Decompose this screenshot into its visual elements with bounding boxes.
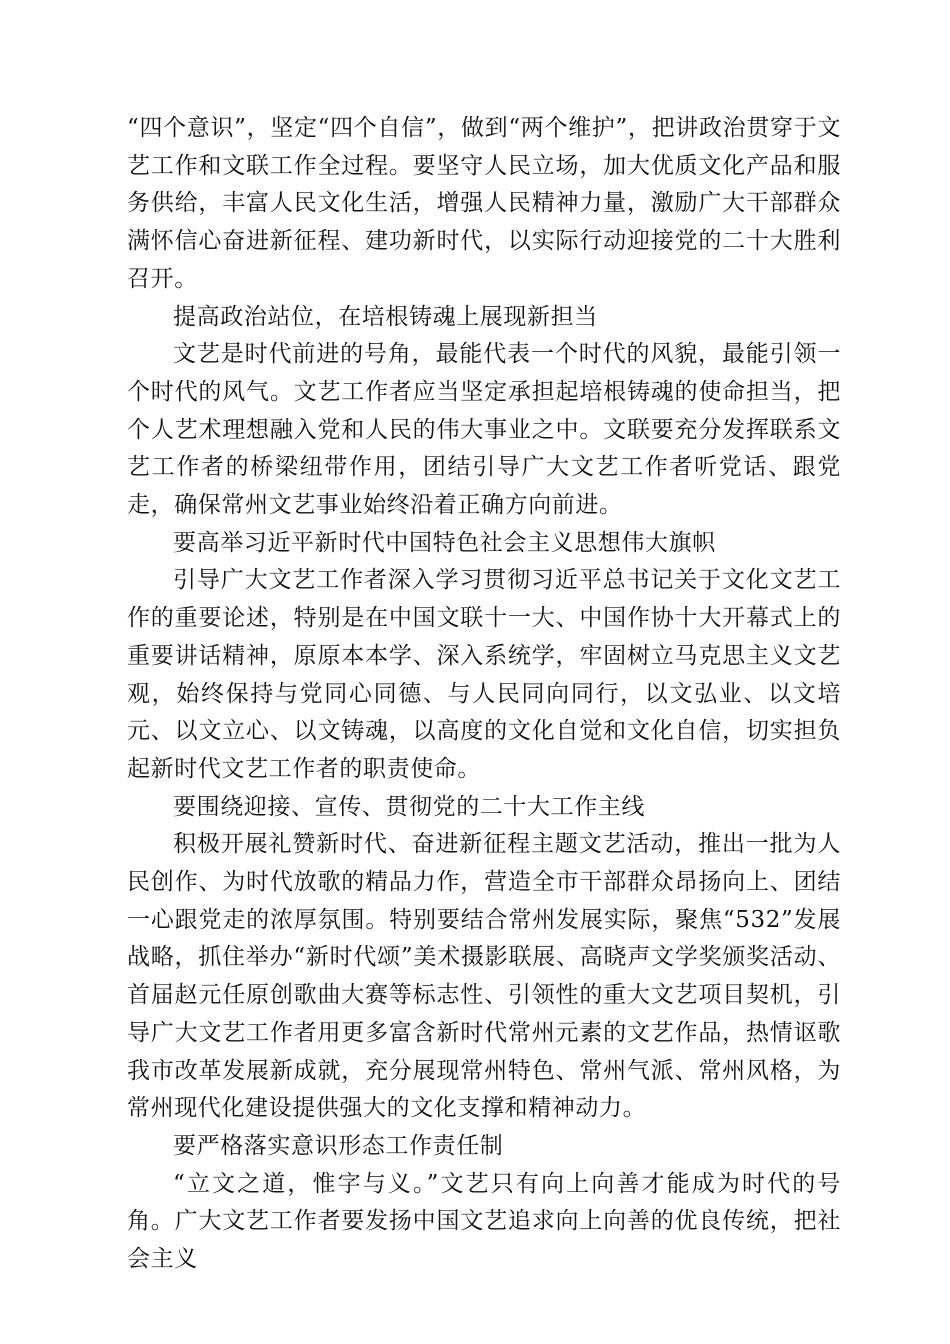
- paragraph-literature-era: 文艺是时代前进的号角，最能代表一个时代的风貌，最能引领一个时代的风气。文艺工作者应当坚定承担起培根铸魂的使命担当，把个人艺术理想融入党和人民的伟大事业之中。文联要充分发挥联系文艺工作者的桥梁纽带作用，团结引导广大文艺工作者听党话、跟党走，确保常州文艺事业始终沿着正确方向前进。: [127, 341, 841, 519]
- paragraph-study-guidance: 引导广大文艺工作者深入学习贯彻习近平总书记关于文化文艺工作的重要论述，特别是在中国文联十一大、中国作协十大开幕式上的重要讲话精神，原原本本学、深入系统学，牢固树立马克思主义文艺观，始终保持与党同心同德、与人民同向同行，以文弘业、以文培元、以文立心、以文铸魂，以高度的文化自觉和文化自信，切实担负起新时代文艺工作者的职责使命。: [127, 567, 841, 782]
- section-heading-xi-thought: 要高举习近平新时代中国特色社会主义思想伟大旗帜: [173, 529, 716, 556]
- section-heading-political-stance: 提高政治站位，在培根铸魂上展现新担当: [173, 303, 598, 330]
- paragraph-literature-way: “立文之道，惟字与义。”文艺只有向上向善才能成为时代的号角。广大文艺工作者要发扬中国文艺追求向上向善的优良传统，把社会主义: [127, 1170, 841, 1273]
- paragraph-activities: 积极开展礼赞新时代、奋进新征程主题文艺活动，推出一批为人民创作、为时代放歌的精品力作，营造全市干部群众昂扬向上、团结一心跟党走的浓厚氛围。特别要结合常州发展实际，聚焦“532”发展战略，抓住举办“新时代颂”美术摄影联展、高晓声文学奖颁奖活动、首届赵元任原创歌曲大赛等标志性、引领性的重大文艺项目契机，引导广大文艺工作者用更多富含新时代常州元素的文艺作品，热情讴歌我市改革发展新成就，充分展现常州特色、常州气派、常州风格，为常州现代化建设提供强大的文化支撑和精神动力。: [127, 831, 841, 1122]
- paragraph-continuation: “四个意识”，坚定“四个自信”，做到“两个维护”，把讲政治贯穿于文艺工作和文联工作全过程。要坚守人民立场，加大优质文化产品和服务供给，丰富人民文化生活，增强人民精神力量，激励广大干部群众满怀信心奋进新征程、建功新时代，以实际行动迎接党的二十大胜利召开。: [127, 115, 841, 292]
- section-heading-ideology-responsibility: 要严格落实意识形态工作责任制: [173, 1132, 504, 1159]
- document-page: [127, 110, 841, 1279]
- section-heading-twentieth-congress: 要围绕迎接、宣传、贯彻党的二十大工作主线: [173, 793, 645, 820]
